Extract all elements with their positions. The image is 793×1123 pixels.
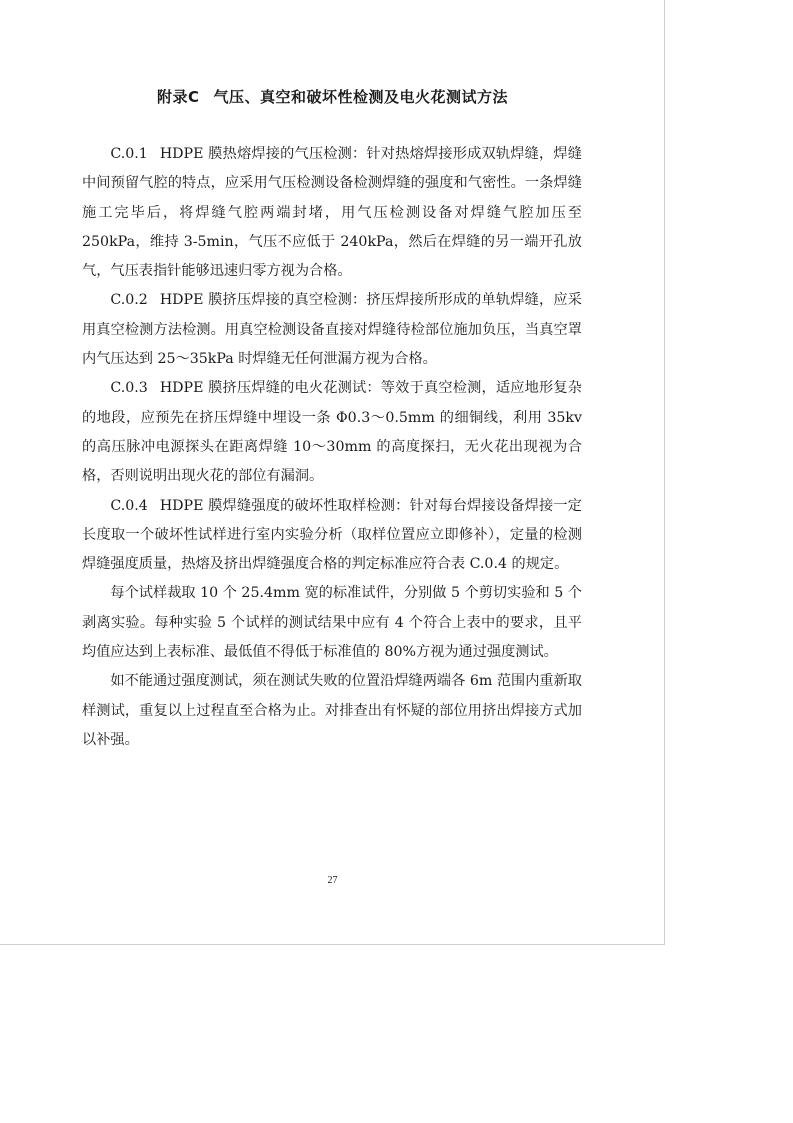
paragraph-text: 如不能通过强度测试，须在测试失败的位置沿焊缝两端各 6m 范围内重新取样测试，重复以上过程直至合格为止。对排查出有怀疑的部位用挤出焊接方式加以补强。 bbox=[82, 673, 582, 748]
clause-number: C.0.1 bbox=[110, 146, 148, 162]
paragraph-c04 bbox=[82, 492, 582, 580]
paragraph-text: HDPE 膜热熔焊接的气压检测：针对热熔焊接形成双轨焊缝，焊缝中间预留气腔的特点，应采用气压检测设备检测焊缝的强度和气密性。一条焊缝施工完毕后，将焊缝气腔两端封堵，用气压检测设备对焊缝气腔加压至 250kPa，维持 3-5min，气压不应低于 240kPa，然后在焊缝的另一端开孔放气，气压表指针能够迅速归零方视为合格。 bbox=[82, 146, 582, 280]
paragraph-text: HDPE 膜挤压焊接的真空检测：挤压焊接所形成的单轨焊缝，应采用真空检测方法检测。用真空检测设备直接对焊缝待检部位施加负压，当真空罩内气压达到 25～35kPa 时焊缝无任何泄漏方视为合格。 bbox=[82, 292, 582, 368]
body-text bbox=[82, 140, 582, 755]
paragraph-text: HDPE 膜焊缝强度的破坏性取样检测：针对每台焊接设备焊接一定长度取一个破坏性试样进行室内实验分析（取样位置应立即修补），定量的检测焊缝强度质量，热熔及挤出焊缝强度合格的判定标准应符合表 C.0.4 的规定。 bbox=[82, 497, 582, 573]
clause-number: C.0.4 bbox=[110, 497, 148, 514]
paragraph-c02 bbox=[82, 286, 582, 374]
paragraph-text: 每个试样裁取 10 个 25.4mm 宽的标准试件，分别做 5 个剪切实验和 5 个剥离实验。每种实验 5 个试样的测试结果中应有 4 个符合上表中的要求，且平均值应达到上表标准、最低值不得低于标准值的 80%方视为通过强度测试。 bbox=[82, 585, 582, 661]
paragraph-retest bbox=[82, 667, 582, 755]
clause-number: C.0.2 bbox=[110, 292, 148, 309]
appendix-heading bbox=[0, 86, 665, 107]
paragraph-text: HDPE 膜挤压焊缝的电火花测试：等效于真空检测，适应地形复杂的地段，应预先在挤压焊缝中埋设一条 Φ0.3～0.5mm 的细铜线，利用 35kv 的高压脉冲电源探头在距离焊缝 10～30mm 的高度探扫，无火花出现视为合格，否则说明出现火花的部位有漏洞。 bbox=[82, 380, 582, 485]
paragraph-c01 bbox=[82, 140, 582, 286]
paragraph-c03 bbox=[82, 374, 582, 491]
clause-number: C.0.3 bbox=[110, 380, 148, 397]
page-number: 27 bbox=[327, 875, 338, 886]
appendix-code: 附录C bbox=[156, 88, 200, 106]
appendix-title: 气压、真空和破坏性检测及电火花测试方法 bbox=[213, 88, 509, 106]
paragraph-specimen-test bbox=[82, 579, 582, 667]
